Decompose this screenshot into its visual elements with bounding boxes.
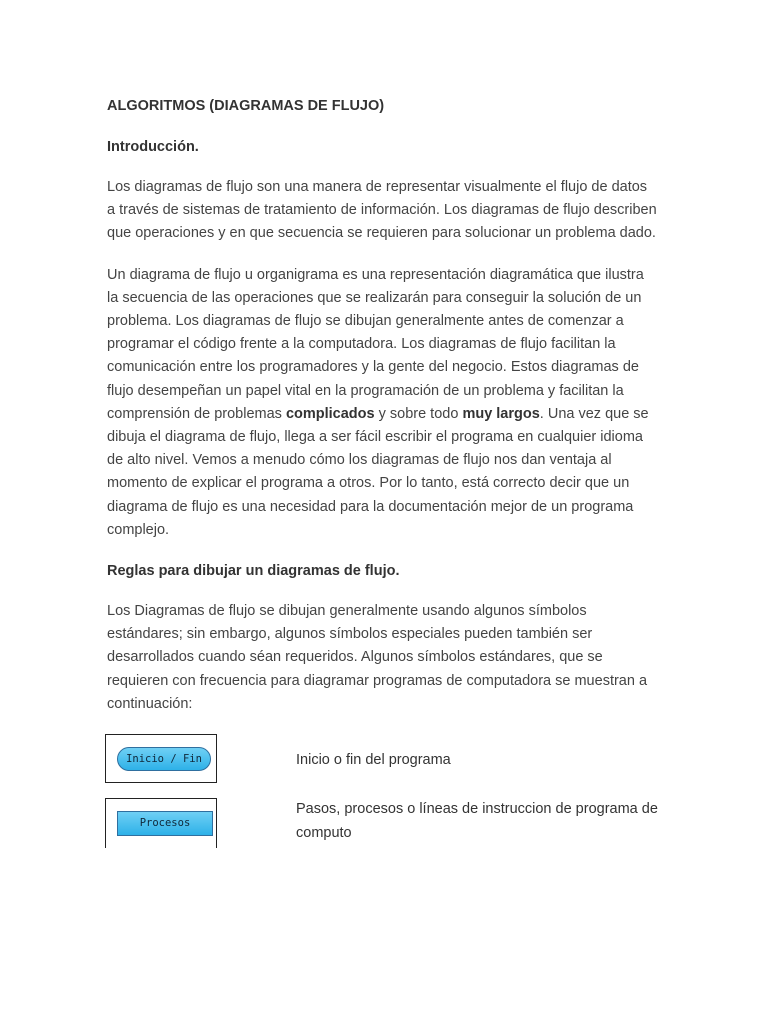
- process-symbol: Procesos: [117, 811, 213, 836]
- bold-complicados: complicados: [285, 405, 375, 422]
- paragraph-2-text-2: y sobre todo: [374, 405, 463, 422]
- intro-heading: Introducción.: [107, 139, 199, 155]
- terminal-description: Inicio o fin del programa: [296, 752, 451, 769]
- process-symbol-frame: [105, 798, 217, 848]
- terminal-symbol: Inicio / Fin: [117, 747, 211, 771]
- paragraph-2-text-1: Un diagrama de flujo u organigrama es una representación diagramática que ilustra la secuencia de las operaciones que se realizarán para conseguir la solución de un problema. Los diagramas de flujo se dibujan generalmente antes de comenzar a programar el código frente a la computadora. Los diagramas de flujo facilitan la comunicación entre los programadores y la gente del negocio. Estos diagramas de flujo desempeñan un papel vital en la programación de un problema y facilitan la comprensión de problemas: [107, 266, 644, 422]
- bold-muy-largos: muy largos: [462, 405, 540, 422]
- symbol-row-process: [107, 798, 659, 848]
- paragraph-2-text-3: . Una vez que se dibuja el diagrama de flujo, llega a ser fácil escribir el programa en cualquier idioma de alto nivel. Vemos a menudo cómo los diagramas de flujo nos dan ventaja al momento de explicar el programa a otros. Por lo tanto, está correcto decir que un diagrama de flujo es una necesidad para la documentación mejor de un programa complejo.: [107, 405, 649, 538]
- rules-heading: Reglas para dibujar un diagramas de flujo.: [107, 563, 400, 580]
- document-title: ALGORITMOS (DIAGRAMAS DE FLUJO): [107, 98, 385, 114]
- paragraph-1: Los diagramas de flujo son una manera de representar visualmente el flujo de datos a través de sistemas de tratamiento de información. Los diagramas de flujo describen que operaciones y en que secuencia se requieren para solucionar un problema dado.: [107, 179, 657, 242]
- terminal-symbol-frame: [105, 734, 217, 783]
- paragraph-2: [107, 264, 659, 542]
- process-description: Pasos, procesos o líneas de instruccion de programa de computo: [296, 801, 658, 842]
- paragraph-3: Los Diagramas de flujo se dibujan generalmente usando algunos símbolos estándares; sin embargo, algunos símbolos especiales pueden también ser desarrollados cuando séan requeridos. Algunos símbolos estándares, que se requieren con frecuencia para diagramar programas de computadora se muestran a continuación:: [107, 603, 648, 712]
- symbol-row-terminal: [107, 734, 659, 786]
- document-page: [107, 95, 659, 848]
